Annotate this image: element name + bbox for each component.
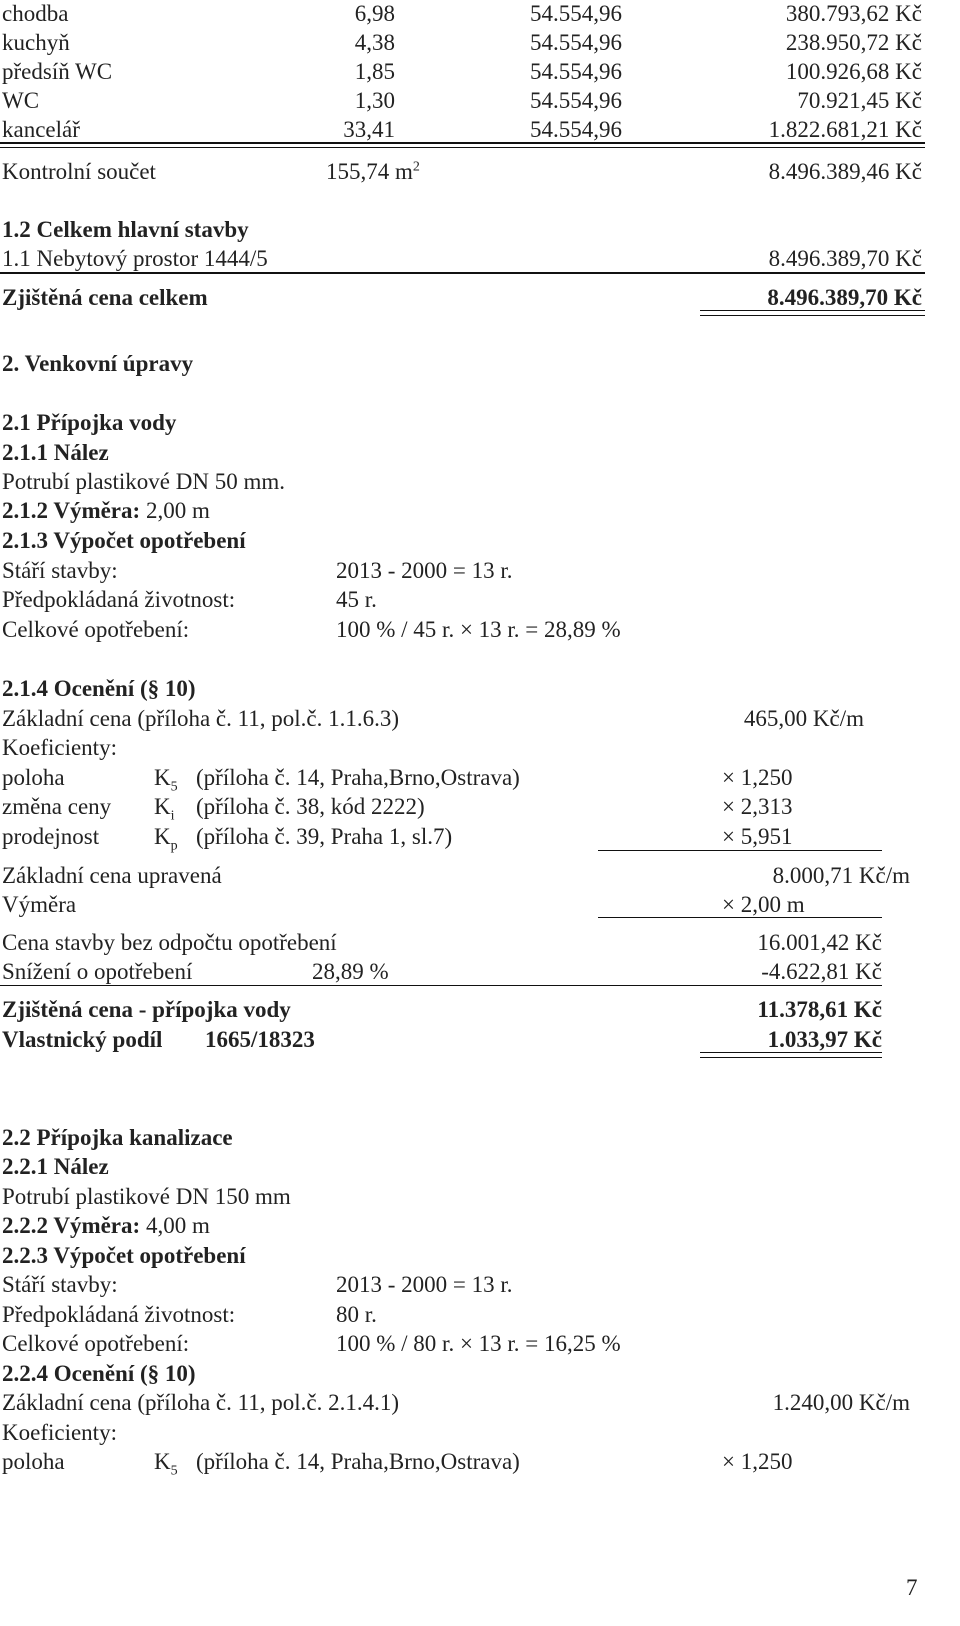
reduction-value: -4.622,81 Kč xyxy=(761,959,882,984)
finding-text: Potrubí plastikové DN 150 mm xyxy=(2,1184,291,1209)
subsection-heading: 2.2.3 Výpočet opotřebení xyxy=(2,1243,246,1268)
double-underline xyxy=(700,315,925,316)
control-sum-total: 8.496.389,46 Kč xyxy=(768,159,922,184)
room-area: 1,30 xyxy=(354,88,395,113)
adjusted-price-label: Základní cena upravená xyxy=(2,863,222,888)
measure-line: 2.2.2 Výměra: 4,00 m xyxy=(2,1213,210,1238)
room-total: 380.793,62 Kč xyxy=(785,1,922,26)
section-heading: 2.2 Přípojka kanalizace xyxy=(2,1125,233,1150)
base-price-value: 1.240,00 Kč/m xyxy=(772,1390,910,1415)
coef-name: poloha xyxy=(2,765,65,790)
subsection-heading: 2.1.1 Nález xyxy=(2,440,109,465)
price-no-wear-label: Cena stavby bez odpočtu opotřebení xyxy=(2,930,337,955)
ownership-label: Vlastnický podíl xyxy=(2,1027,163,1052)
coef-note: (příloha č. 14, Praha,Brno,Ostrava) xyxy=(196,1449,520,1474)
room-total: 100.926,68 Kč xyxy=(785,59,922,84)
coef-name: prodejnost xyxy=(2,824,100,849)
subsection-heading: 2.2.1 Nález xyxy=(2,1154,109,1179)
room-price: 54.554,96 xyxy=(530,88,622,113)
room-total: 1.822.681,21 Kč xyxy=(768,117,922,142)
adjusted-price-value: 8.000,71 Kč/m xyxy=(772,863,910,888)
room-total: 70.921,45 Kč xyxy=(797,88,922,113)
age-value: 2013 - 2000 = 13 r. xyxy=(336,558,513,583)
base-price-value: 465,00 Kč/m xyxy=(743,706,864,731)
double-underline xyxy=(700,1052,882,1053)
page-number: 7 xyxy=(906,1575,918,1600)
subscript: 5 xyxy=(170,1463,178,1479)
subscript: i xyxy=(170,808,175,824)
wear-value: 100 % / 80 r. × 13 r. = 16,25 % xyxy=(336,1331,621,1356)
base-price-label: Základní cena (příloha č. 11, pol.č. 1.1.6.3) xyxy=(2,706,400,731)
price-no-wear-value: 16.001,42 Kč xyxy=(757,930,882,955)
section-heading: 2.1 Přípojka vody xyxy=(2,410,177,435)
coef-value: × 5,951 xyxy=(722,824,793,849)
age-label: Stáří stavby: xyxy=(2,1272,118,1297)
room-area: 4,38 xyxy=(354,30,395,55)
coef-value: × 1,250 xyxy=(722,765,793,790)
divider xyxy=(0,272,925,274)
item-value: 8.496.389,70 Kč xyxy=(768,246,922,271)
coef-symbol: $K_5$ xyxy=(154,1449,178,1479)
room-price: 54.554,96 xyxy=(530,30,622,55)
divider xyxy=(0,142,925,144)
finding-text: Potrubí plastikové DN 50 mm. xyxy=(2,469,286,494)
control-sum-label: Kontrolní součet xyxy=(2,159,156,184)
wear-label: Celkové opotřebení: xyxy=(2,1331,190,1356)
section-heading: 2. Venkovní úpravy xyxy=(2,351,194,376)
divider xyxy=(0,147,925,148)
room-price: 54.554,96 xyxy=(530,117,622,142)
divider xyxy=(598,850,882,851)
reduction-label: Snížení o opotřebení xyxy=(2,959,193,984)
measure-line: 2.1.2 Výměra: 2,00 m xyxy=(2,498,210,523)
coef-symbol: $K_5$ xyxy=(154,765,178,795)
room-name: chodba xyxy=(2,1,69,26)
wear-label: Celkové opotřebení: xyxy=(2,617,190,642)
subsection-heading: 2.2.4 Ocenění (§ 10) xyxy=(2,1361,196,1386)
room-total: 238.950,72 Kč xyxy=(785,30,922,55)
wear-value: 100 % / 45 r. × 13 r. = 28,89 % xyxy=(336,617,621,642)
coef-label: Koeficienty: xyxy=(2,735,117,760)
coef-symbol: $K_p$ xyxy=(154,824,178,854)
item-label: 1.1 Nebytový prostor 1444/5 xyxy=(2,246,268,271)
section-heading: 1.2 Celkem hlavní stavby xyxy=(2,217,249,242)
coef-label: Koeficienty: xyxy=(2,1420,117,1445)
coef-value: × 1,250 xyxy=(722,1449,793,1474)
ownership-value: 1.033,97 Kč xyxy=(767,1027,882,1052)
base-price-label: Základní cena (příloha č. 11, pol.č. 2.1.4.1) xyxy=(2,1390,400,1415)
double-underline xyxy=(700,1057,882,1058)
room-name: předsíň WC xyxy=(2,59,113,84)
coef-name: poloha xyxy=(2,1449,65,1474)
coef-note: (příloha č. 38, kód 2222) xyxy=(196,794,425,819)
room-area: 6,98 xyxy=(354,1,395,26)
subsection-heading: 2.1.4 Ocenění (§ 10) xyxy=(2,676,196,701)
life-label: Předpokládaná životnost: xyxy=(2,587,236,612)
room-name: kuchyň xyxy=(2,30,70,55)
total-label: Zjištěná cena celkem xyxy=(2,285,208,310)
measure-label: Výměra xyxy=(2,892,77,917)
ownership-fraction: 1665/18323 xyxy=(205,1027,315,1052)
age-value: 2013 - 2000 = 13 r. xyxy=(336,1272,513,1297)
room-area: 1,85 xyxy=(354,59,395,84)
superscript: 2 xyxy=(412,159,420,175)
control-sum-area: 155,74 $m^2$ xyxy=(326,159,420,184)
total-value: 8.496.389,70 Kč xyxy=(767,285,922,310)
coef-note: (příloha č. 39, Praha 1, sl.7) xyxy=(196,824,453,849)
room-price: 54.554,96 xyxy=(530,1,622,26)
coef-note: (příloha č. 14, Praha,Brno,Ostrava) xyxy=(196,765,520,790)
room-price: 54.554,96 xyxy=(530,59,622,84)
coef-name: změna ceny xyxy=(2,794,112,819)
found-price-label: Zjištěná cena - přípojka vody xyxy=(2,997,291,1022)
reduction-percent: 28,89 % xyxy=(312,959,389,984)
room-area: 33,41 xyxy=(343,117,395,142)
age-label: Stáří stavby: xyxy=(2,558,118,583)
measure-value: × 2,00 m xyxy=(722,892,805,917)
subscript: 5 xyxy=(170,779,178,795)
divider xyxy=(598,917,882,918)
room-name: WC xyxy=(2,88,40,113)
life-value: 45 r. xyxy=(336,587,377,612)
divider xyxy=(0,985,882,986)
subscript: p xyxy=(170,838,178,854)
found-price-value: 11.378,61 Kč xyxy=(757,997,882,1022)
coef-symbol: $K_i$ xyxy=(154,794,175,824)
coef-value: × 2,313 xyxy=(722,794,793,819)
life-value: 80 r. xyxy=(336,1302,377,1327)
double-underline xyxy=(700,310,925,311)
life-label: Předpokládaná životnost: xyxy=(2,1302,236,1327)
room-name: kancelář xyxy=(2,117,80,142)
subsection-heading: 2.1.3 Výpočet opotřebení xyxy=(2,528,246,553)
